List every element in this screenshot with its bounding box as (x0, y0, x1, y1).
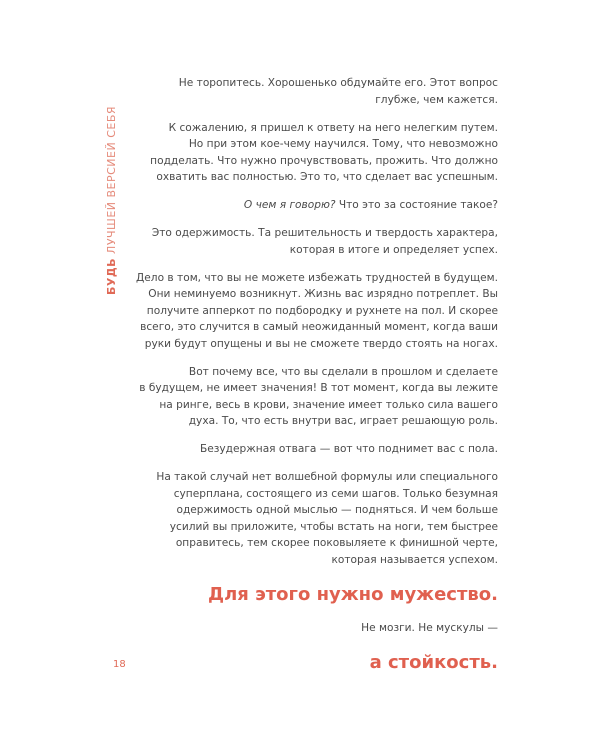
paragraph-5: Дело в том, что вы не можете избежать трудностей в будущем. Они неминуемо возникнут. Жизнь вас изрядно потреплет. Вы получите апперкот по подбородку и рухнете на пол. И скорее всего, это случится в самый неожиданный момент, когда ваши руки будут опущены и вы не сможете твердо стоять на ногах. (136, 271, 498, 350)
emphasis-heading-1: Для этого нужно мужество. (208, 584, 498, 605)
running-header-rest: ЛУЧШЕЙ ВЕРСИЕЙ СЕБЯ (105, 105, 118, 254)
paragraph-2: К сожалению, я пришел к ответу на него нелегким путем. Но при этом кое-чему научился. Тому, что невозможно подделать. Что нужно прочувствовать, прожить. Что должно охватить вас полностью. Это то, что сделает вас успешным. (150, 121, 498, 183)
paragraph-8: На такой случай нет волшебной формулы или специального суперплана, состоящего из семи шагов. Только безумная одержимость одной мыслью — подняться. И чем больше усилий вы приложите, чтобы встать на ноги, тем быстрее оправитесь, тем скорее поковыляете к финишной черте, которая называется успехом. (156, 471, 498, 566)
paragraph-4: Это одержимость. Та решительность и твердость характера, которая в итоге и определяет успех. (151, 227, 498, 256)
page-number: 18 (113, 659, 126, 670)
running-header (105, 55, 121, 295)
paragraph-7: Безудержная отвага — вот что поднимет вас с пола. (199, 443, 498, 455)
paragraph-3-rest: Что это за состояние такое? (335, 199, 498, 211)
paragraph-3 (130, 197, 498, 214)
paragraph-1: Не торопитесь. Хорошенько обдумайте его. Этот вопрос глубже, чем кажется. (178, 77, 498, 106)
paragraph-3-italic: О чем я говорю? (243, 199, 336, 211)
page-body (130, 75, 498, 674)
emphasis-heading-2: а стойкость. (369, 652, 498, 673)
paragraph-6: Вот почему все, что вы сделали в прошлом и сделаете в будущем, не имеет значения! В тот момент, когда вы лежите на ринге, весь в крови, значение имеет только сила вашего духа. То, что есть внутри вас, играет решающую роль. (139, 365, 498, 427)
running-header-bold: БУДЬ (105, 257, 118, 295)
emphasis-subline: Не мозги. Не мускулы — (361, 622, 498, 634)
